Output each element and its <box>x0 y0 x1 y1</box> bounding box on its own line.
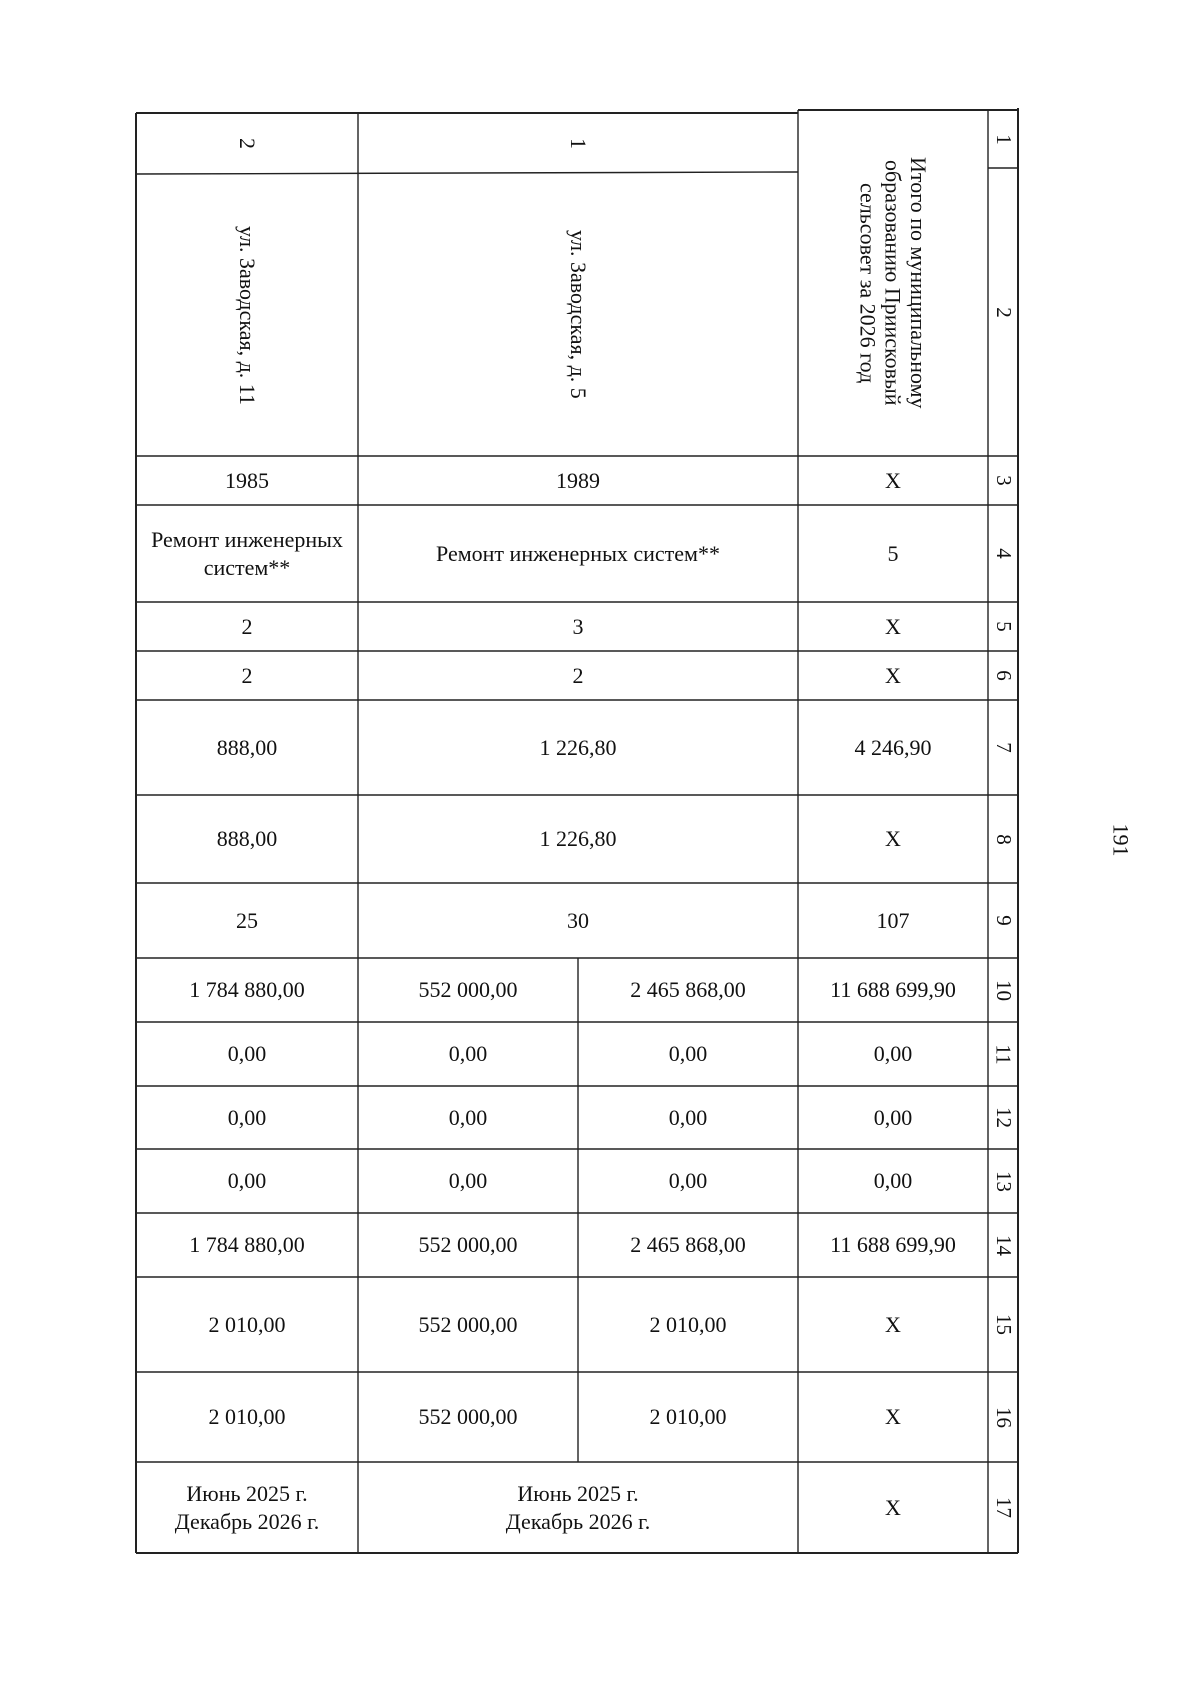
row-number-11: 11 <box>991 1043 1016 1065</box>
cell-row4-b: Ремонт инженерных систем** <box>436 540 720 566</box>
row-number-9: 9 <box>991 915 1016 926</box>
cell-row15-b1: 552 000,00 <box>418 1311 518 1337</box>
col-b-address: ул. Заводская, д. 5 <box>565 230 591 399</box>
cell-row7-total: 4 246,90 <box>854 734 932 760</box>
cell-row17-total: X <box>885 1494 901 1520</box>
cell-row6-total: X <box>885 662 901 688</box>
row-number-3: 3 <box>991 475 1016 486</box>
cell-row10-b1: 552 000,00 <box>418 977 518 1003</box>
cell-row11-total: 0,00 <box>873 1041 913 1067</box>
cell-row13-a: 0,00 <box>227 1168 267 1194</box>
cell-row13-b1: 0,00 <box>448 1168 488 1194</box>
cell-row15-a: 2 010,00 <box>208 1311 286 1337</box>
cell-row16-total: X <box>885 1404 901 1430</box>
cell-row3-total: X <box>885 467 901 493</box>
cell-row10-total: 11 688 699,90 <box>830 977 956 1003</box>
cell-row11-b2: 0,00 <box>668 1041 708 1067</box>
row-number-12: 12 <box>991 1107 1016 1128</box>
row-number-15: 15 <box>991 1314 1016 1335</box>
row-number-5: 5 <box>991 621 1016 632</box>
cell-row3-a: 1985 <box>225 467 269 493</box>
total-title: Итого по муниципальному образованию Приисковый сельсовет за 2026 год <box>855 157 931 409</box>
cell-row17-a <box>136 1462 358 1553</box>
cell-row14-b2: 2 465 868,00 <box>630 1232 746 1258</box>
cell-row8-b: 1 226,80 <box>539 826 617 852</box>
row-number-14: 14 <box>991 1234 1016 1256</box>
cell-row14-b1: 552 000,00 <box>418 1232 518 1258</box>
cell-row11-b1: 0,00 <box>448 1041 488 1067</box>
row-number-17: 17 <box>991 1497 1016 1518</box>
cell-row6-a: 2 <box>241 662 253 688</box>
cell-row12-b2: 0,00 <box>668 1104 708 1130</box>
cell-row7-a: 888,00 <box>216 734 278 760</box>
col-b-number: 1 <box>565 137 591 149</box>
cell-row5-a: 2 <box>241 613 253 639</box>
cell-row15-b2: 2 010,00 <box>649 1311 727 1337</box>
total-title-cell <box>798 110 988 456</box>
row-number-1: 1 <box>991 133 1016 145</box>
cell-row14-total: 11 688 699,90 <box>830 1232 956 1258</box>
cell-row13-total: 0,00 <box>873 1168 913 1194</box>
cell-row16-a: 2 010,00 <box>208 1404 286 1430</box>
cell-row8-a: 888,00 <box>216 826 278 852</box>
cell-row5-b: 3 <box>572 613 584 639</box>
cell-row17-a-end: Декабрь 2026 г. <box>174 1508 320 1534</box>
cell-row9-a: 25 <box>236 907 258 933</box>
row-number-2: 2 <box>991 306 1016 318</box>
cell-row17-a-start: Июнь 2025 г. <box>186 1481 308 1506</box>
cell-row17-b <box>358 1462 798 1553</box>
cell-row11-a: 0,00 <box>227 1041 267 1067</box>
cell-row7-b: 1 226,80 <box>539 734 617 760</box>
cell-row16-b1: 552 000,00 <box>418 1404 518 1430</box>
row-number-13: 13 <box>991 1170 1016 1192</box>
cell-row4-total: 5 <box>887 540 899 566</box>
cell-row4-a: Ремонт инженерных систем** <box>151 527 343 580</box>
cell-row17-b-start: Июнь 2025 г. <box>517 1481 639 1506</box>
cell-row15-total: X <box>885 1311 901 1337</box>
row-number-8: 8 <box>991 833 1016 845</box>
cell-row12-b1: 0,00 <box>448 1104 488 1130</box>
row-number-7: 7 <box>991 742 1016 753</box>
col-a-number: 2 <box>234 138 260 149</box>
cell-row3-b: 1989 <box>556 467 600 493</box>
cell-row8-total: X <box>885 826 901 852</box>
page-number: 191 <box>1108 823 1133 857</box>
cell-row10-b2: 2 465 868,00 <box>630 977 746 1003</box>
row-number-16: 16 <box>991 1406 1016 1428</box>
cell-row5-total: X <box>885 613 901 639</box>
cell-row9-b: 30 <box>567 907 589 933</box>
cell-row16-b2: 2 010,00 <box>649 1404 727 1430</box>
cell-row13-b2: 0,00 <box>668 1168 708 1194</box>
row-number-10: 10 <box>991 979 1016 1001</box>
row-number-4: 4 <box>991 548 1016 559</box>
row-number-6: 6 <box>991 670 1016 681</box>
cell-row12-a: 0,00 <box>227 1104 267 1130</box>
cell-row17-b-end: Декабрь 2026 г. <box>505 1508 651 1534</box>
col-a-address: ул. Заводская, д. 11 <box>234 225 260 405</box>
cell-row14-a: 1 784 880,00 <box>189 1232 305 1258</box>
cell-row12-total: 0,00 <box>873 1104 913 1130</box>
cell-row6-b: 2 <box>572 662 584 688</box>
cell-row9-total: 107 <box>876 907 910 933</box>
cell-row10-a: 1 784 880,00 <box>189 977 305 1003</box>
